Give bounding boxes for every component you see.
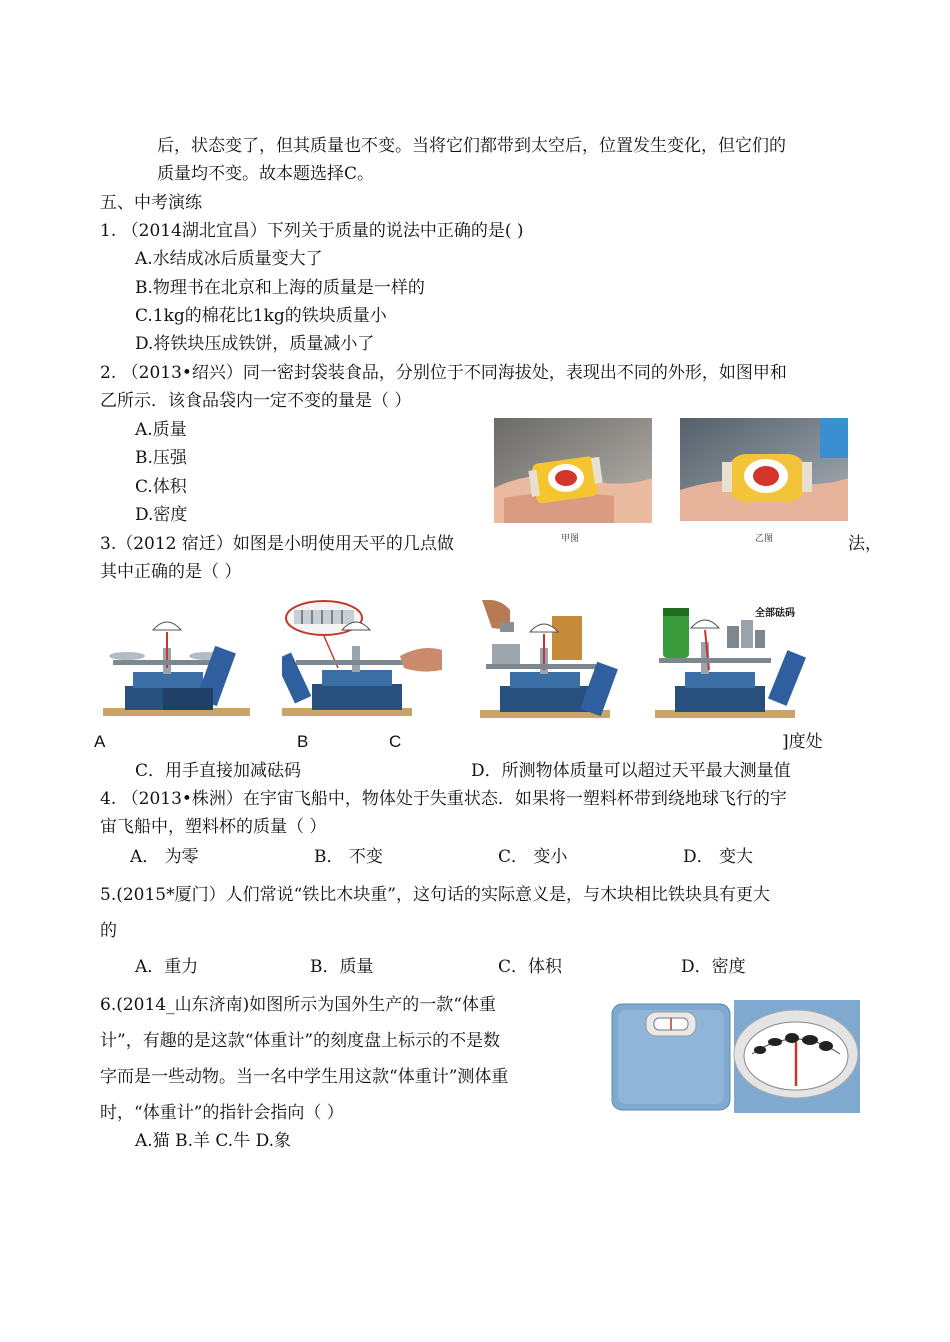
q5-stem-line-1: 5.(2015*厦门）人们常说“铁比木块重”，这句话的实际意义是，与木块相比铁块具有更大 [100,885,770,905]
q4-option-c: C． 变小 [498,847,568,867]
section-title: 五、中考演练 [100,193,202,213]
q4-option-b: B． 不变 [314,847,383,867]
q5-option-a: A．重力 [135,957,199,977]
q1-stem: 1. （2014湖北宜昌）下列关于质量的说法中正确的是( ) [100,221,524,241]
q1-option-a: A.水结成冰后质量变大了 [135,249,323,269]
q3-stem-line-2: 其中正确的是（ ） [100,562,242,582]
q3-stem-right: 法， [848,534,882,554]
q2-stem-line-1: 2. （2013•绍兴）同一密封袋装食品，分别位于不同海拔处，表现出不同的外形，如图甲和 [100,363,787,383]
q1-option-d: D.将铁块压成铁饼，质量减小了 [135,334,375,354]
q4-option-a: A． 为零 [130,847,199,867]
q5-option-b: B．质量 [310,957,374,977]
balance-image-a [103,608,250,718]
balance-d-label: 全部砝码 [755,608,795,619]
q1-option-b: B.物理书在北京和上海的质量是一样的 [135,278,425,298]
q6-line-3: 字而是一些动物。当一名中学生用这款“体重计”测体重 [100,1067,509,1087]
q6-line-4: 时，“体重计”的指针会指向（ ） [100,1103,344,1123]
food-bag-photo-yi [680,418,848,521]
q6-line-1: 6.(2014_山东济南)如图所示为国外生产的一款“体重 [100,995,496,1015]
intro-line-1: 后，状态变了，但其质量也不变。当将它们都带到太空后，位置发生变化，但它们的 [157,136,786,156]
q2-option-a: A.质量 [135,420,187,440]
q6-options: A.猫 B.羊 C.牛 D.象 [135,1131,292,1151]
q1-option-c: C.1kg的棉花比1kg的铁块质量小 [135,306,387,326]
q2-option-c: C.体积 [135,477,187,497]
image-label-b: B [297,732,309,751]
q5-stem-line-2: 的 [100,921,117,941]
image-label-c: C [389,732,402,751]
q2-option-d: D.密度 [135,505,188,525]
photo-caption-jia: 甲图 [561,534,580,544]
balance-image-d [655,600,815,718]
q5-option-c: C．体积 [498,957,563,977]
q4-stem-line-2: 宙飞船中，塑料杯的质量（ ） [100,817,327,837]
q3-option-d: D．所测物体质量可以超过天平最大测量值 [471,761,791,781]
image-label-a: A [94,732,106,751]
q5-option-d: D．密度 [681,957,746,977]
intro-line-2: 质量均不变。故本题选择C。 [157,164,375,184]
q6-line-2: 计”，有趣的是这款“体重计”的刻度盘上标示的不是数 [100,1031,501,1051]
food-bag-photo-jia [494,418,652,523]
q3-fragment-right: ]度处 [782,732,823,752]
q4-stem-line-1: 4. （2013•株洲）在宇宙飞船中，物体处于失重状态．如果将一塑料杯带到绕地球飞行的宇 [100,789,787,809]
q3-stem-left: 3.（2012 宿迁）如图是小明使用天平的几点做 [100,534,454,554]
q2-stem-line-2: 乙所示．该食品袋内一定不变的量是（ ） [100,391,412,411]
photo-caption-yi: 乙图 [755,534,774,544]
balance-image-b [282,598,442,718]
q4-option-d: D． 变大 [683,847,754,867]
animal-scale-photo [610,998,860,1113]
balance-image-c [480,600,632,718]
q2-option-b: B.压强 [135,448,187,468]
q3-option-c: C．用手直接加减砝码 [135,761,302,781]
